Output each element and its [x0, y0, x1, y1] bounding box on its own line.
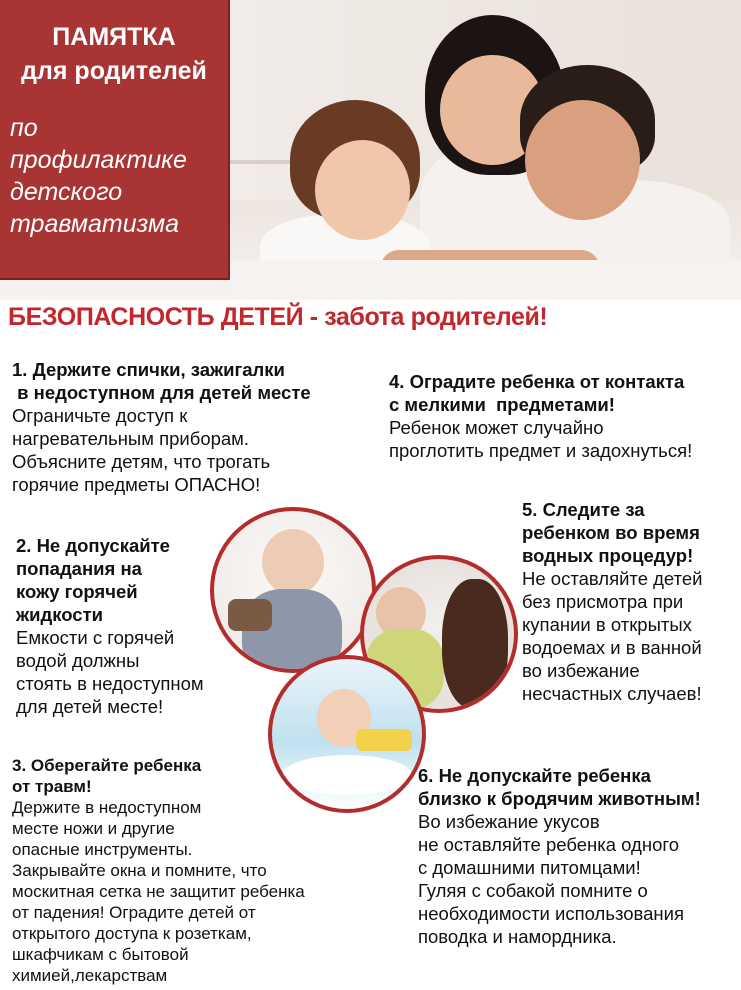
tip-body-line: шкафчикам с бытовой — [12, 945, 189, 964]
tip-body-line: не оставляйте ребенка одного — [418, 834, 679, 855]
tip-body-line: необходимости использования — [418, 903, 684, 924]
tip-body-line: водоемах и в ванной — [522, 637, 702, 658]
tip-body-line: для детей месте! — [16, 696, 164, 717]
tip-heading-line: жидкости — [16, 604, 104, 625]
tip-heading-line: попадания на — [16, 558, 142, 579]
father-face — [525, 100, 640, 220]
child-face — [315, 140, 410, 240]
tip-body-line: опасные инструменты. — [12, 840, 193, 859]
tip-heading-line: 4. Оградите ребенка от контакта — [389, 371, 685, 392]
tip-body-line: без присмотра при — [522, 591, 684, 612]
title-line-2: для родителей — [21, 57, 207, 85]
subtitle-line: травматизма — [10, 210, 180, 238]
baby-head — [262, 529, 324, 595]
tip-heading-line: в недоступном для детей месте — [12, 382, 311, 403]
subtitle — [10, 112, 222, 240]
tip-body-line: Объясните детям, что трогать — [12, 451, 271, 472]
title-line-1: ПАМЯТКА — [52, 23, 176, 51]
tip-5 — [522, 498, 702, 705]
tip-heading-line: 5. Следите за — [522, 499, 645, 520]
tip-4 — [389, 370, 692, 462]
tip-6 — [418, 764, 701, 948]
subtitle-line: по — [10, 114, 38, 142]
tip-heading-line: 1. Держите спички, зажигалки — [12, 359, 285, 380]
tip-heading-line: ребенком во время — [522, 522, 700, 543]
tip-body-line: от падения! Оградите детей от — [12, 903, 256, 922]
tip-1 — [12, 358, 311, 496]
tip-2 — [16, 534, 204, 718]
photo-table — [230, 260, 741, 300]
tip-body-line: Емкости с горячей — [16, 627, 175, 648]
tip-heading-line: 6. Не допускайте ребенка — [418, 765, 651, 786]
tip-heading-line: кожу горячей — [16, 581, 138, 602]
tip-body-line: купании в открытых — [522, 614, 692, 635]
tip-body-line: химией,лекарствам — [12, 966, 168, 985]
tip-heading-line: водных процедур! — [522, 545, 694, 566]
dog-shape — [442, 579, 508, 709]
tip-body-line: Ограничьте доступ к — [12, 405, 188, 426]
tip-heading-line: от травм! — [12, 777, 92, 796]
tip-body-line: месте ножи и другие — [12, 819, 175, 838]
tip-body-line: несчастных случаев! — [522, 683, 702, 704]
tip-3 — [12, 755, 305, 986]
tip-body-line: нагревательным приборам. — [12, 428, 250, 449]
tip-body-line: горячие предметы ОПАСНО! — [12, 474, 261, 495]
subtitle-line: детского — [10, 178, 123, 206]
tip-heading-line: 3. Оберегайте ребенка — [12, 756, 202, 775]
tip-heading-line: 2. Не допускайте — [16, 535, 170, 556]
tip-body-line: стоять в недоступном — [16, 673, 204, 694]
tip-body-line: с домашними питомцами! — [418, 857, 641, 878]
tip-body-line: Гуляя с собакой помните о — [418, 880, 648, 901]
tip-body-line: Не оставляйте детей — [522, 568, 703, 589]
title-panel — [0, 0, 230, 280]
tip-body-line: открытого доступа к розеткам, — [12, 924, 252, 943]
slogan-heading: БЕЗОПАСНОСТЬ ДЕТЕЙ - забота родителей! — [8, 303, 548, 331]
tip-body-line: Закрывайте окна и помните, что — [12, 861, 267, 880]
tip-body-line: Держите в недоступном — [12, 798, 202, 817]
tip-heading-line: близко к бродячим животным! — [418, 788, 701, 809]
tip-body-line: Во избежание укусов — [418, 811, 600, 832]
bath-toy — [356, 729, 412, 751]
tip-body-line: Ребенок может случайно — [389, 417, 604, 438]
tip-body-line: поводка и намордника. — [418, 926, 617, 947]
toy-shape — [228, 599, 272, 631]
baby-with-toy-photo — [210, 507, 376, 673]
tip-body-line: водой должны — [16, 650, 140, 671]
tip-body-line: москитная сетка не защитит ребенка — [12, 882, 305, 901]
tip-body-line: проглотить предмет и задохнуться! — [389, 440, 693, 461]
tip-body-line: во избежание — [522, 660, 640, 681]
subtitle-line: профилактике — [10, 146, 187, 174]
tip-heading-line: с мелкими предметами! — [389, 394, 615, 415]
